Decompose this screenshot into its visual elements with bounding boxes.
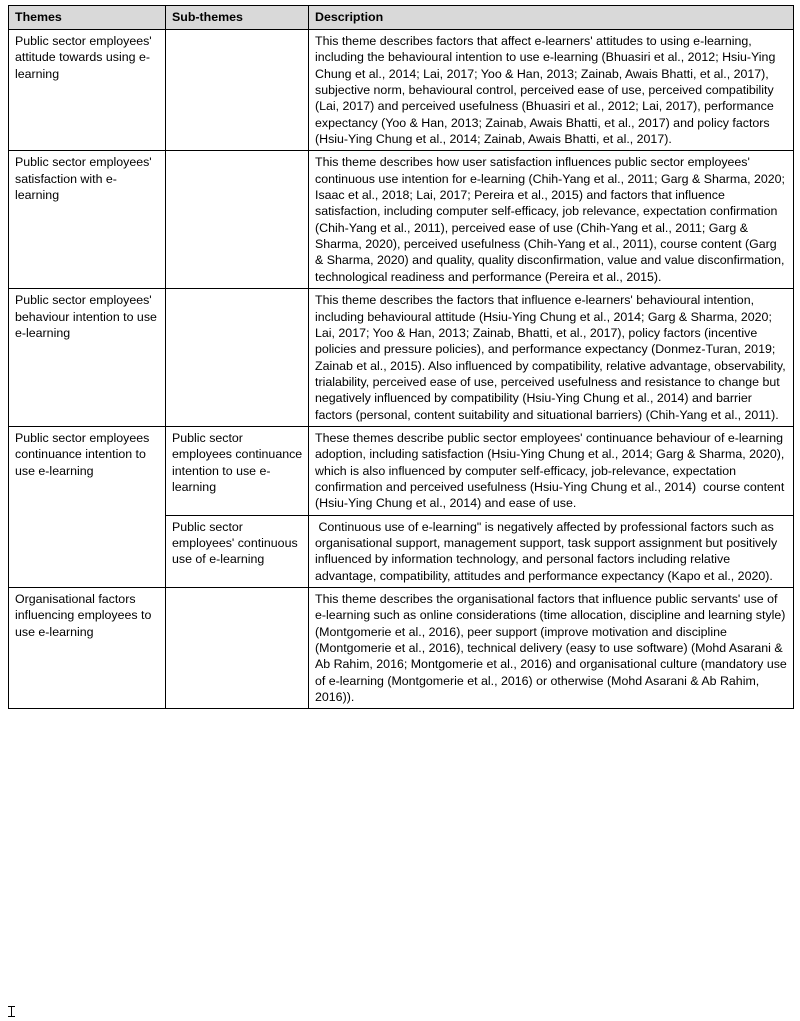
sub-theme-cell <box>166 588 309 709</box>
text-cursor-icon <box>8 1006 15 1017</box>
table-row <box>9 151 794 289</box>
caret-bottom-serif <box>8 1016 15 1017</box>
description-cell: Continuous use of e-learning" is negatively affected by professional factors such as organisational support, management support, task support assignment but positively influenced by information technology, and personal factors including relative advantage, compatibility, attitudes and performance expectancy (Kapo et al., 2020). <box>309 515 794 587</box>
table-row <box>9 588 794 709</box>
theme-cell: Organisational factors influencing employees to use e-learning <box>9 588 166 709</box>
description-cell: This theme describes factors that affect e-learners' attitudes to using e-learning, including the behavioural intention to use e-learning (Bhuasiri et al., 2012; Hsiu-Ying Chung et al., 2014; Lai, 2017; Yoo & Han, 2013; Zainab, Awais Bhatti, et al., 2017), subjective norm, behavioural control, perceived ease of use, perceived compatibility (Lai, 2017) and perceived usefulness (Bhuasiri et al., 2012; Lai, 2017), performance expectancy (Yoo & Han, 2013; Zainab, Awais Bhatti, et al., 2017) and policy factors (Hsiu-Ying Chung et al., 2014; Zainab, Awais Bhatti, et al., 2017). <box>309 30 794 151</box>
table-row <box>9 289 794 427</box>
description-cell: This theme describes the factors that influence e-learners' behavioural intention, including behavioural attitude (Hsiu-Ying Chung et al., 2014; Garg & Sharma, 2020; Lai, 2017; Yoo & Han, 2013; Zainab, Bhatti, et al., 2017), policy factors (incentive policies and pressure policies), and performance expectancy (Donmez-Turan, 2019; Zainab et al., 2015). Also influenced by compatibility, relative advantage, observability, trialability, perceived ease of use, perceived usefulness and resistance to change but negatively influenced by compatibility (Hsiu-Ying Chung et al., 2014) and barrier factors (personal, content suitability and situational barriers) (Chih-Yang et al., 2011). <box>309 289 794 427</box>
sub-theme-cell: Public sector employees' continuous use of e-learning <box>166 515 309 587</box>
description-cell: These themes describe public sector employees' continuance behaviour of e-learning adoption, including satisfaction (Hsiu-Ying Chung et al., 2014; Garg & Sharma, 2020), which is also influenced by computer self-efficacy, job-relevance, expectation confirmation and perceived usefulness (Hsiu-Ying Chung et al., 2014) course content (Hsiu-Ying Chung et al., 2014) and ease of use. <box>309 426 794 515</box>
sub-theme-cell: Public sector employees continuance intention to use e-learning <box>166 426 309 515</box>
sub-theme-cell <box>166 151 309 289</box>
theme-cell: Public sector employees' satisfaction with e-learning <box>9 151 166 289</box>
theme-cell: Public sector employees' behaviour intention to use e-learning <box>9 289 166 427</box>
table-body <box>9 30 794 709</box>
table-header <box>9 6 794 30</box>
description-cell: This theme describes how user satisfaction influences public sector employees' continuous use intention for e-learning (Chih-Yang et al., 2011; Garg & Sharma, 2020; Isaac et al., 2018; Lai, 2017; Pereira et al., 2015) and factors that influence satisfaction, including computer self-efficacy, job relevance, expectation confirmation (Chih-Yang et al., 2011), perceived ease of use (Chih-Yang et al., 2011; Garg & Sharma, 2020), perceived usefulness (Chih-Yang et al., 2011), course content (Garg & Sharma, 2020) and quality, quality disconfirmation, value and value disconfirmation, technological readiness and performance (Pereira et al., 2015). <box>309 151 794 289</box>
column-header-themes: Themes <box>9 6 166 30</box>
theme-cell-merged: Public sector employees continuance intention to use e-learning <box>9 426 166 587</box>
description-cell: This theme describes the organisational factors that influence public servants' use of e-learning such as online considerations (time allocation, discipline and learning style) (Montgomerie et al., 2016), peer support (improve motivation and discipline (Montgomerie et al., 2016), technical delivery (easy to use software) (Mohd Asarani & Ab Rahim, 2016; Montgomerie et al., 2016) and organisational culture (mandatory use of e-learning (Montgomerie et al., 2016) or otherwise (Mohd Asarani & Ab Rahim, 2016)). <box>309 588 794 709</box>
table-row <box>9 30 794 151</box>
theme-cell: Public sector employees' attitude towards using e-learning <box>9 30 166 151</box>
sub-theme-cell <box>166 30 309 151</box>
column-header-description: Description <box>309 6 794 30</box>
table-row <box>9 426 794 515</box>
themes-table <box>8 5 794 709</box>
column-header-sub-themes: Sub-themes <box>166 6 309 30</box>
table-header-row <box>9 6 794 30</box>
sub-theme-cell <box>166 289 309 427</box>
